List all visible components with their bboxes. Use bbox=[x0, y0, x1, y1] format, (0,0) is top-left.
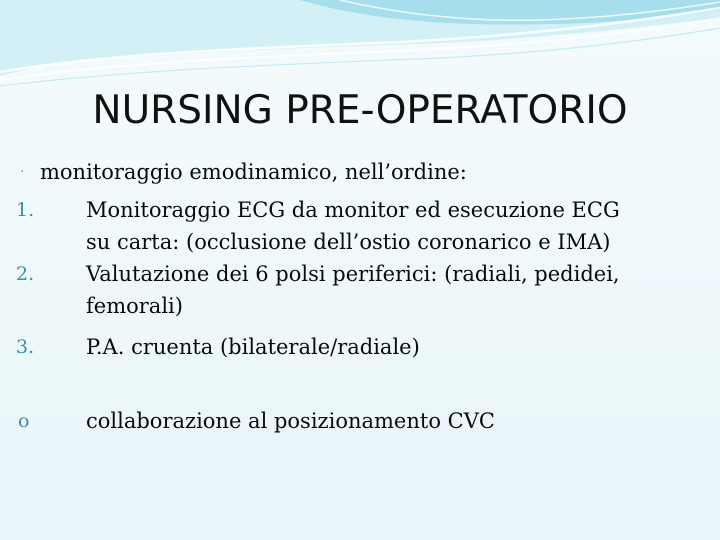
item-number: 2. bbox=[16, 263, 35, 285]
item-text: su carta: (occlusione dell’ostio coronarico e IMA) bbox=[86, 230, 611, 254]
item-number: 3. bbox=[16, 336, 35, 358]
bullet-dot-icon: · bbox=[20, 164, 25, 180]
final-item-text: collaborazione al posizionamento CVC bbox=[86, 409, 495, 433]
slide-title: NURSING PRE-OPERATORIO bbox=[92, 88, 628, 133]
item-text: Valutazione dei 6 polsi periferici: (radiali, pedidei, bbox=[86, 262, 620, 286]
item-text: P.A. cruenta (bilaterale/radiale) bbox=[86, 335, 420, 359]
item-text: Monitoraggio ECG da monitor ed esecuzione ECG bbox=[86, 198, 620, 222]
circle-bullet-icon: o bbox=[18, 410, 30, 432]
intro-text: monitoraggio emodinamico, nell’ordine: bbox=[40, 160, 467, 184]
item-text: femorali) bbox=[86, 294, 183, 318]
item-number: 1. bbox=[16, 199, 35, 221]
